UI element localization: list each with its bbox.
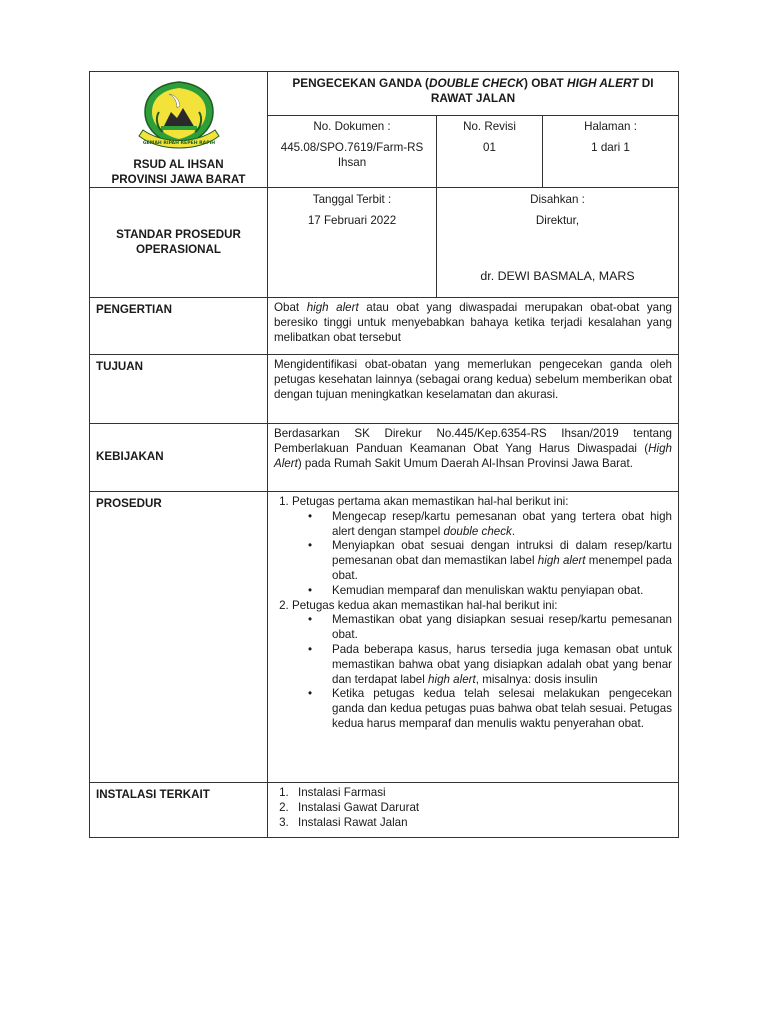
section-label-prosedur: PROSEDUR [90,492,268,783]
list-item: 3. Instalasi Rawat Jalan [292,816,672,831]
bullet-item: • Menyiapkan obat sesuai dengan intruksi di dalam resep/kartu pemesanan obat dan memastikan label high alert menempel pada obat. [332,539,672,583]
list-item: 2. Instalasi Gawat Darurat [292,801,672,816]
issue-date-label: Tanggal Terbit : [312,193,392,206]
installation-list [274,786,672,830]
issue-date-cell [268,188,437,298]
section-body-instalasi [268,783,679,838]
section-body-tujuan: Mengidentifikasi obat-obatan yang memerlukan pengecekan ganda oleh petugas kesehatan lainnya (sebagai orang kedua) sebelum memberikan obat dengan tujuan meningkatkan keselamatan dan akurasi. [268,355,679,424]
section-label-pengertian: PENGERTIAN [90,298,268,355]
provincial-emblem-logo [133,78,225,154]
hospital-name: RSUD AL IHSAN [133,158,224,171]
section-label-instalasi: INSTALASI TERKAIT [90,783,268,838]
list-item: 1. Instalasi Farmasi [292,786,672,801]
procedure-steps [274,495,672,732]
hospital-province: PROVINSI JAWA BARAT [111,172,246,186]
document-number-label: No. Dokumen : [313,120,391,134]
procedure-step: 1. Petugas pertama akan memastikan hal-hal berikut ini: • Mengecap resep/kartu pemesanan obat yang tertera obat high alert dengan stampel double check. • Menyiapkan obat sesuai dengan intruksi di dalam resep/kartu pemesanan obat dan memastikan label high alert menempel pada obat. • Kemudian memparaf dan menuliskan waktu penyiapan obat. [292,495,672,599]
section-body-pengertian: Obat high alert atau obat yang diwaspadai merupakan obat-obat yang beresiko tinggi untuk menyebabkan bahaya ketika terjadi kesalahan yang melibatkan obat tersebut [268,298,679,355]
approval-cell [437,188,679,298]
bullet-list [292,613,672,731]
approval-role: Direktur, [535,213,580,227]
bullet-item: • Mengecap resep/kartu pemesanan obat yang tertera obat high alert dengan stampel double check. [332,510,672,540]
document-number-value: 445.08/SPO.7619/Farm-RS Ihsan [280,140,424,169]
section-body-kebijakan: Berdasarkan SK Direkur No.445/Kep.6354-RS Ihsan/2019 tentang Pemberlakuan Panduan Keamanan Obat Yang Harus Diwaspadai (High Alert) pada Rumah Sakit Umum Daerah Al-Ihsan Provinsi Jawa Barat. [268,424,679,492]
section-label-kebijakan: KEBIJAKAN [90,424,268,492]
revision-cell [437,116,543,188]
svg-text:GEMAH RIPAH REPEH RAPIH: GEMAH RIPAH REPEH RAPIH [142,141,215,146]
bullet-item: • Memastikan obat yang disiapkan sesuai resep/kartu pemesanan obat. [332,613,672,643]
bullet-list [292,510,672,599]
page-value: 1 dari 1 [591,140,630,154]
section-label-tujuan: TUJUAN [90,355,268,424]
revision-value: 01 [483,140,496,154]
hospital-identity-cell [90,72,268,188]
page-label: Halaman : [584,120,637,134]
procedure-step: 2. Petugas kedua akan memastikan hal-hal berikut ini: • Memastikan obat yang disiapkan sesuai resep/kartu pemesanan obat. • Pada beberapa kasus, harus tersedia juga kemasan obat untuk memastikan bahwa obat yang disiapkan adalah obat yang benar dan terdapat label high alert, misalnya: dosis insulin • Ketika petugas kedua telah selesai melakukan pengecekan ganda dan kedua petugas puas bahwa obat telah sesuai. Petugas kedua harus memparaf dan menulis waktu penyerahan obat. [292,599,672,732]
bullet-item: • Kemudian memparaf dan menuliskan waktu penyiapan obat. [332,584,672,599]
bullet-item: • Ketika petugas kedua telah selesai melakukan pengecekan ganda dan kedua petugas puas bahwa obat telah sesuai. Petugas kedua harus memparaf dan menulis waktu penyerahan obat. [332,687,672,731]
revision-label: No. Revisi [463,120,516,134]
bullet-item: • Pada beberapa kasus, harus tersedia juga kemasan obat untuk memastikan bahwa obat yang disiapkan adalah obat yang benar dan terdapat label high alert, misalnya: dosis insulin [332,643,672,687]
spo-table [89,71,679,838]
spo-label: STANDAR PROSEDUR OPERASIONAL [90,188,268,298]
approval-label: Disahkan : [530,193,585,206]
issue-date-value: 17 Februari 2022 [307,213,397,227]
document-title: PENGECEKAN GANDA (DOUBLE CHECK) OBAT HIGH ALERT DI RAWAT JALAN [268,72,679,116]
section-body-prosedur [268,492,679,783]
page-cell [543,116,679,188]
document-number-cell [268,116,437,188]
approver-name: dr. DEWI BASMALA, MARS [480,269,635,284]
